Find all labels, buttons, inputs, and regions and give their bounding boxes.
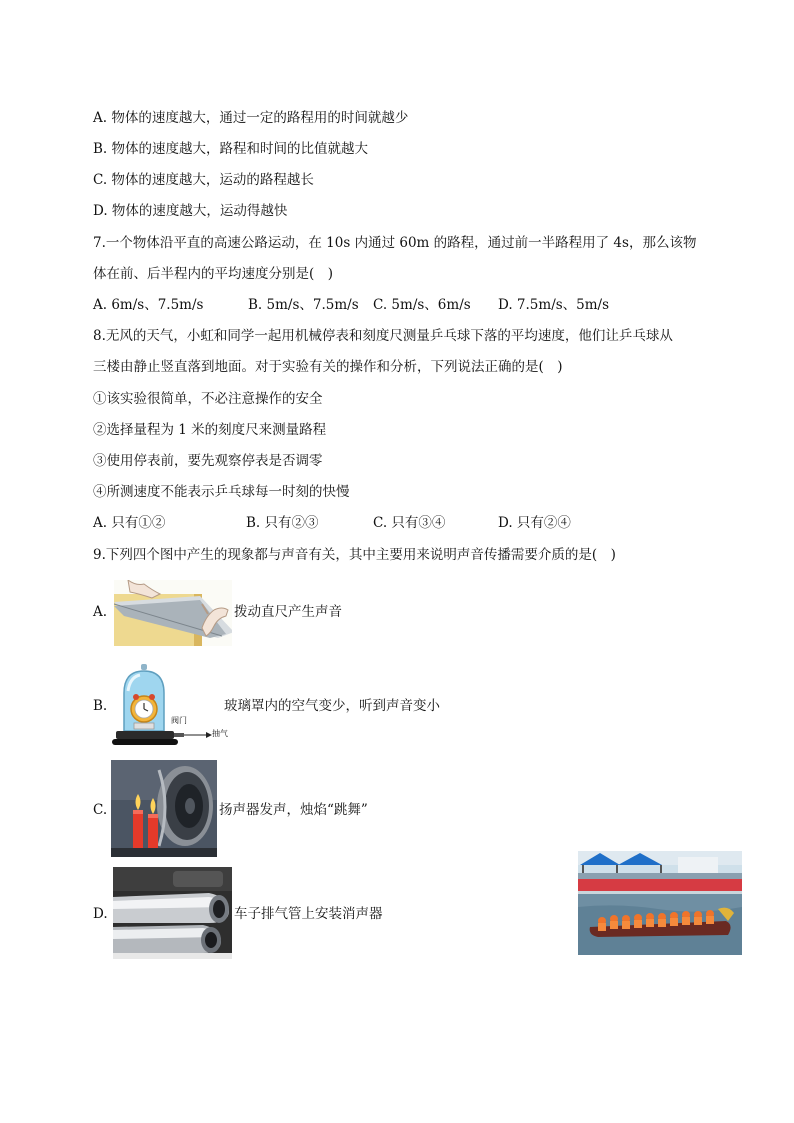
q9-item-b-caption: 玻璃罩内的空气变少，听到声音变小 <box>224 698 440 714</box>
dragon-boat-picture <box>578 851 742 955</box>
q6-option-a: A. 物体的速度越大，通过一定的路程用的时间就越少 <box>93 110 409 126</box>
q7-stem-line1: 7.一个物体沿平直的高速公路运动，在 10s 内通过 60m 的路程，通过前一半路程用了 4s，那么该物 <box>93 235 697 251</box>
q8-statement-3: ③使用停表前，要先观察停表是否调零 <box>93 453 323 469</box>
q8-stem-line1: 8.无风的天气，小虹和同学一起用机械停表和刻度尺测量乒乓球下落的平均速度，他们让乒乓球从 <box>93 328 673 344</box>
q7-stem-line2: 体在前、后半程内的平均速度分别是( ) <box>93 266 334 282</box>
q9-item-b-valve-label: 阀门 <box>171 716 187 725</box>
q6-option-c: C. 物体的速度越大，运动的路程越长 <box>93 172 314 188</box>
q8-stem-line2: 三楼由静止竖直落到地面。对于实验有关的操作和分析，下列说法正确的是( ) <box>93 359 563 375</box>
ruler-picture <box>114 580 232 646</box>
q9-item-b-letter: B. <box>93 698 108 714</box>
q7-option-d: D. 7.5m/s、5m/s <box>498 297 610 313</box>
q8-statement-2: ②选择量程为 1 米的刻度尺来测量路程 <box>93 422 327 438</box>
q9-item-a-caption: 拨动直尺产生声音 <box>234 604 342 620</box>
q8-option-a: A. 只有①② <box>93 515 166 531</box>
q7-option-a: A. 6m/s、7.5m/s <box>93 297 204 313</box>
q8-options <box>93 514 713 532</box>
q8-option-b: B. 只有②③ <box>246 515 319 531</box>
q9-item-d-letter: D. <box>93 906 108 922</box>
q8-statement-4: ④所测速度不能表示乒乓球每一时刻的快慢 <box>93 484 350 500</box>
exhaust-pipe-picture <box>113 867 232 959</box>
q8-statement-1: ①该实验很简单，不必注意操作的安全 <box>93 391 323 407</box>
q9-item-a-letter: A. <box>93 604 108 620</box>
q7-option-b: B. 5m/s、7.5m/s <box>248 297 359 313</box>
q7-options <box>93 296 713 314</box>
q7-option-c: C. 5m/s、6m/s <box>373 297 471 313</box>
q9-item-c-caption: 扬声器发声，烛焰“跳舞” <box>219 802 368 818</box>
speaker-candle-picture <box>111 760 217 857</box>
q9-item-d-caption: 车子排气管上安装消声器 <box>234 906 383 922</box>
q6-option-d: D. 物体的速度越大，运动得越快 <box>93 203 288 219</box>
q9-item-b-pump-label: 抽气 <box>212 729 228 738</box>
q9-item-c-letter: C. <box>93 802 108 818</box>
q8-option-d: D. 只有②④ <box>498 515 571 531</box>
q6-option-b: B. 物体的速度越大，路程和时间的比值就越大 <box>93 141 369 157</box>
q9-stem: 9.下列四个图中产生的现象都与声音有关，其中主要用来说明声音传播需要介质的是( ) <box>93 547 616 563</box>
q8-option-c: C. 只有③④ <box>373 515 446 531</box>
